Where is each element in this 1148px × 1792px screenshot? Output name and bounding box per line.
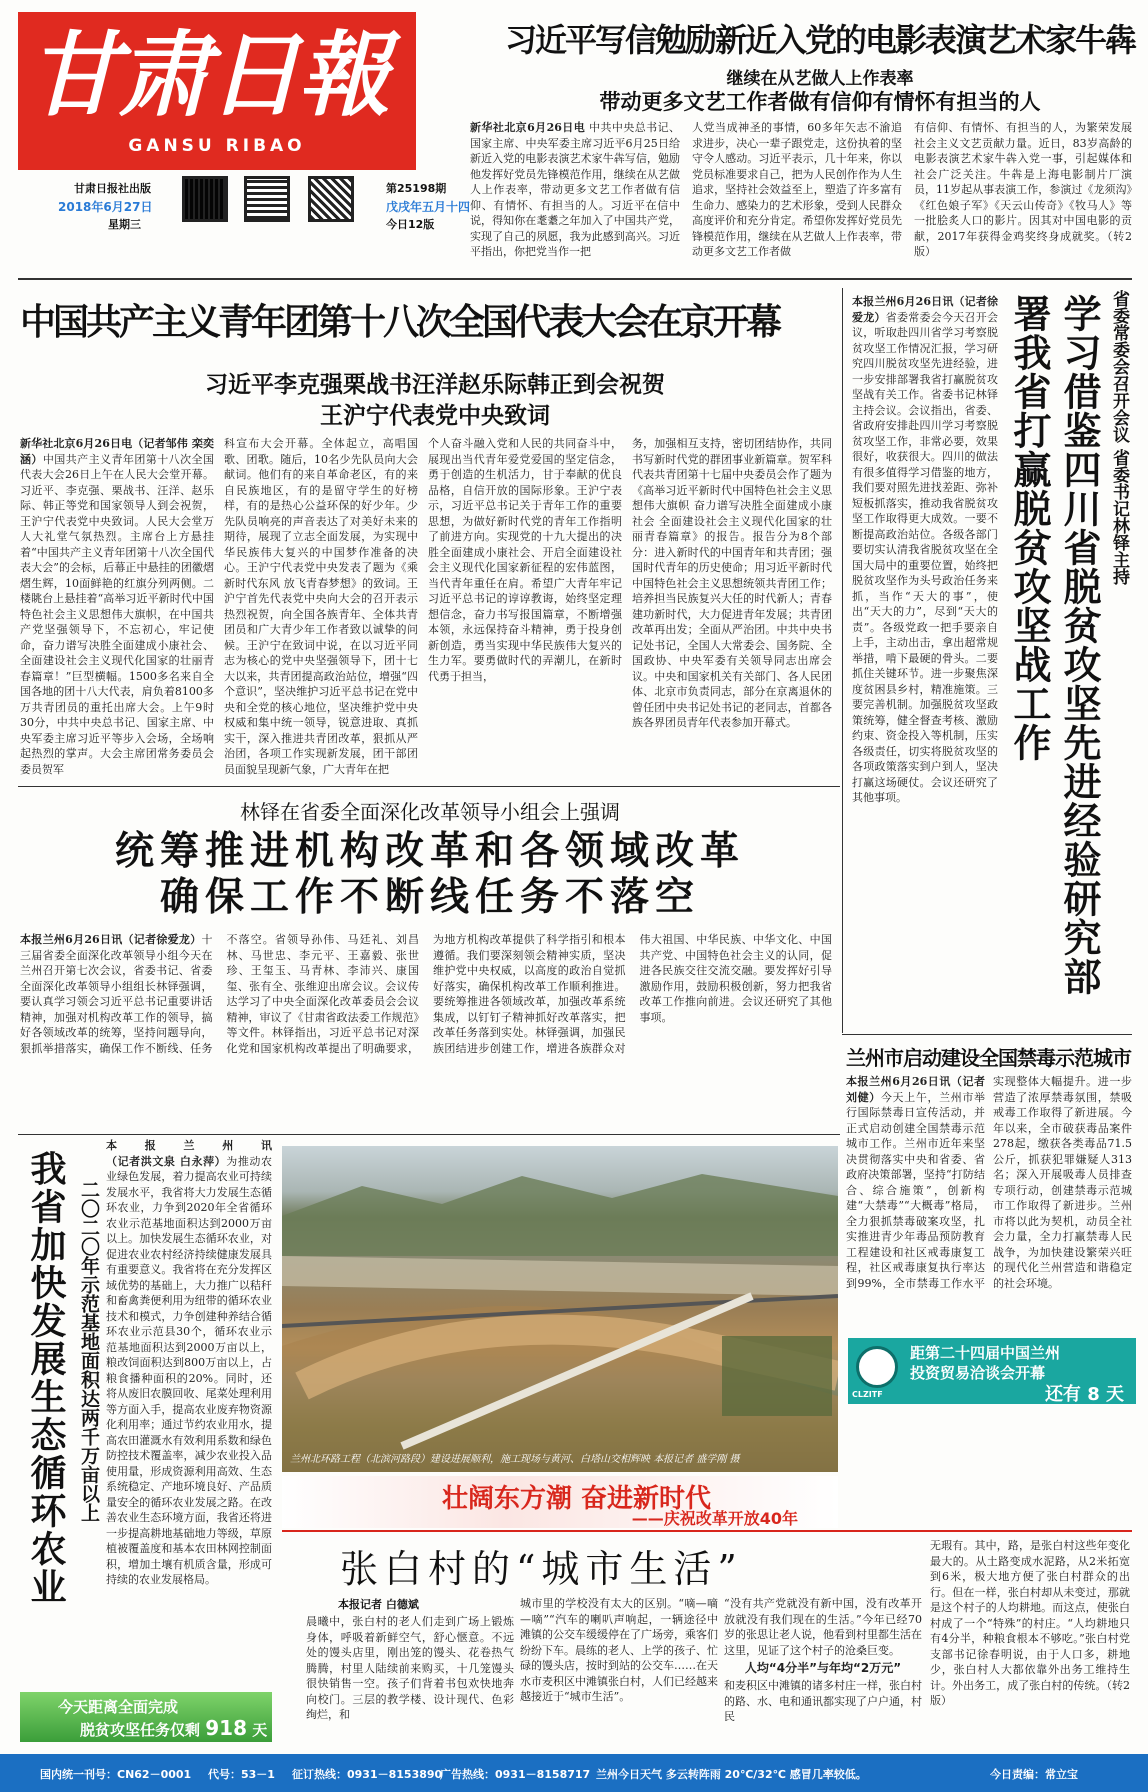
qr-code-3[interactable]	[308, 176, 354, 222]
divider	[18, 786, 840, 787]
lead-headline: 习近平写信勉励新近入党的电影表演艺术家牛犇	[504, 21, 1135, 59]
masthead-logo	[18, 12, 416, 170]
congress-subhead-1: 习近平李克强栗战书汪洋赵乐际韩正到会祝贺	[205, 372, 665, 398]
poverty-dateline: 本报兰州6月26日讯	[852, 295, 954, 308]
publisher: 甘肃日报社出版	[74, 182, 151, 195]
poverty-countdown: 今天距离全面完成 脱贫攻坚任务仅剩 918 天	[20, 1692, 272, 1742]
divider	[18, 278, 1132, 280]
lead-subhead-1: 继续在从艺做人上作表率	[726, 69, 914, 89]
reform-headline-2: 确保工作不断线任务不落空	[159, 875, 700, 920]
divider	[842, 1034, 1132, 1035]
drug-article: 本报兰州6月26日讯（记者刘健）今天上午，兰州市举行国际禁毒日宣传活动，并正式启动创建全国禁毒示范城市工作。兰州市近年来坚决贯彻落实中央和省委、省政府决策部署，坚持“打防结合、综合施策”，创新构建“大禁毒”“大概毒”格局，全力狠抓禁毒破案攻坚，扎实推进青少年毒品预防教育工程建设和社区戒毒康复工程，社区戒毒康复执行率达到99%，全市禁毒工作水平实现整体大幅提升。进一步营造了浓厚禁毒氛围，禁吸戒毒工作取得了新进展。今年以来，全市破获毒品案件278起，缴获各类毒品71.5公斤，抓获犯罪嫌疑人313名；深入开展吸毒人员排查专项行动，创建禁毒示范城市工作取得了新进步。兰州市将以此为契机，动员全社会力量，全力打赢禁毒人民战争，为加快建设繁荣兴旺的现代化兰州营造和谐稳定的社会环境。	[846, 1075, 1132, 1290]
reform-headline-1: 统筹推进机构改革和各领域改革	[114, 829, 745, 874]
photo-illustration	[282, 1146, 838, 1472]
congress-column-1: 新华社北京6月26日电（记者邹伟 栾奕涵）中国共产主义青年团第十八次全国代表大会26日上午在人民大会堂开幕。习近平、李克强、栗战书、汪洋、赵乐际、韩正等党和国家领导人到会祝贺，王沪宁代表党中央致词。人民大会堂万人大礼堂气氛热烈。主席台上方悬挂着“中国共产主义青年团第十八次全国代表大会”的会标，后幕正中悬挂的团徽熠熠生辉，10面鲜艳的红旗分列两侧。二楼眺台上悬挂着“高举习近平新时代中国特色社会主义思想伟大旗帜，在中国共产党坚强领导下，不忘初心，牢记使命，奋力谱写决胜全面建成小康社会、全面建设社会主义现代化国家的壮丽青春篇章！”巨型横幅。1500多名来自全国各地的团十八大代表，肩负着8100多万共青团员的重托出席大会。上午9时30分，中共中央总书记、国家主席、中央军委主席习近平等步入会场，全场响起热烈的掌声。大会主席团常务委员会委员贺军	[20, 437, 214, 776]
reform-kicker: 林铎在省委全面深化改革领导小组会上强调	[240, 800, 620, 824]
logo-pinyin: GANSU RIBAO	[128, 136, 306, 156]
feature-byline: 本报记者 白德斌	[338, 1598, 419, 1611]
feature-banner	[282, 1476, 838, 1528]
news-photo	[282, 1146, 838, 1472]
footer-code: 代号：53－1	[208, 1768, 275, 1781]
lead-column-1: 新华社北京6月26日电 中共中央总书记、国家主席、中央军委主席习近平6月25日给新近入党的电影表演艺术家牛犇写信，勉励他发挥好党员先锋模范作用，继续在从艺做人上作表率，带动更多文艺工作者做有信仰、有情怀、有担当的人。习近平在信中说，得知你在耄耋之年加入了中国共产党，实现了自己的夙愿，我为此感到高兴。习近平指出，你把党当作一把	[470, 121, 680, 258]
congress-column-2: 科宣布大会开幕。全体起立，高唱国歌、团歌。随后，10名少先队员向大会献词。他们有的来自革命老区，有的来自民族地区，有的是留守学生的好榜样，有的是热心公益环保的好少年。少先队员响亮的声音表达了对美好未来的期待，展现了立志全面发展，为实现中华民族伟大复兴的中国梦作准备的决心。王沪宁代表党中央发表了题为《乘新时代东风 放飞青春梦想》的致词。王沪宁首先代表党中央向大会的召开表示热烈祝贺，向全国各族青年、全体共青团员和广大青少年工作者致以诚挚的问候。王沪宁在致词中说，在以习近平同志为核心的党中央坚强领导下，团十七大以来，共青团提高政治站位，增强“四个意识”，坚决维护习近平总书记在党中央和全党的核心地位，坚决维护党中央权威和集中统一领导，锐意进取、真抓实干，深入推进共青团改革，狠抓从严治团，各项工作实现新发展，团干部团员面貌呈现新气象，广大青年在把	[224, 437, 418, 776]
poverty-kicker: 省委常委会召开会议 省委书记林铎主持	[1109, 290, 1129, 585]
qr-code-2[interactable]	[244, 176, 290, 222]
banner-title: 壮阔东方潮 奋进新时代	[442, 1484, 712, 1514]
poverty-headline: 学习借鉴四川省脱贫攻坚先进经验研究部署我省打赢脱贫攻坚战工作	[1007, 294, 1101, 996]
congress-column-4: 务，加强相互支持，密切团结协作，共同书写新时代党的群团事业新篇章。贺军科代表共青团第十七届中央委员会作了题为《高举习近平新时代中国特色社会主义思想伟大旗帜 奋力谱写决胜全面建成小康社会 全面建设社会主义现代化国家的壮丽青春篇章》的报告。报告分为8个部分：进入新时代的中国青年和共青团；强国时代青年的历史使命；用习近平新时代中国特色社会主义思想统领共青团工作；培养担当民族复兴大任的时代新人；青春建功新时代，大力促进青年发展；共青团改革再出发；全面从严治团。中共中央书记处书记，全国人大常委会、国务院、全国政协、中央军委有关领导同志出席会议。中央和国家机关有关部门、各人民团体、北京市负责同志，部分在京离退休的曾任团中央书记处书记的老同志，首都各族各界团员青年代表参加开幕式。	[632, 437, 832, 729]
ecology-headline: 我省加快发展生态循环农业	[25, 1150, 66, 1606]
issue-number: 第25198期	[386, 182, 447, 195]
reform-article: 本报兰州6月26日讯（记者徐爱龙）十三届省委全面深化改革领导小组今天在兰州召开第七次会议，省委书记、省委全面深化改革领导小组组长林铎强调，要认真学习领会习近平总书记重要讲话精神，加强对机构改革工作的领导，搞好各领域改革的统筹，坚持问题导向，狠抓举措落实，确保工作不断线、任务不落空。省领导孙伟、马廷礼、刘昌林、马世忠、李元平、王嘉毅、张世珍、王玺玉、马青林、李沛兴、康国玺、张有全、张维迎出席会议。会议传达学习了中央全面深化改革委员会会议精神，审议了《甘肃省政法委工作规范》等文件。林铎指出，习近平总书记对深化党和国家机构改革提出了明确要求，为地方机构改革提供了科学指引和根本遵循。我们要深刻领会精神实质，坚决维护党中央权威，以高度的政治自觉抓好落实，确保机构改革工作顺利推进。要统筹推进各领域改革，加强改革系统集成，以钉钉子精神抓好改革落实，把改革任务落到实处。林铎强调，加强民族团结进步创建工作，增进各族群众对伟大祖国、中华民族、中华文化、中国共产党、中国特色社会主义的认同，促进各民族交往交流交融。要发挥好引导激励作用，鼓励积极创新，努力把我省改革工作推向前进。会议还研究了其他事项。	[20, 933, 832, 1055]
qr-code-1[interactable]	[182, 176, 228, 222]
congress-column-3: 个人奋斗融入党和人民的共同奋斗中，展现出当代青年爱党爱国的坚定信念，勇于创造的生机活力，甘于奉献的优良品格，自信开放的国际形象。王沪宁表示，习近平总书记关于青年工作的重要思想，为做好新时代党的青年工作指明了前进方向。实现党的十九大提出的决胜全面建成小康社会、开启全面建设社会主义现代化国家新征程的宏伟蓝图，当代青年重任在肩。希望广大青年牢记习近平总书记的谆谆教诲，始终坚定理想信念，奋力书写报国篇章，不断增强本领，永远保持奋斗精神，勇于投身创新创造，勇当实现中华民族伟大复兴的生力军。要勇做时代的弄潮儿，在新时代勇于担当，	[428, 437, 622, 683]
expo-countdown	[848, 1338, 1136, 1404]
feature-subhead: 人均“4分半”与年均“2万元”	[744, 1661, 902, 1675]
expo-logo-icon	[856, 1346, 898, 1388]
lead-column-3: 有信仰、有情怀、有担当的人，为繁荣发展社会主义文艺贡献力量。近日，83岁高龄的电影表演艺术家牛犇入党一事，引起媒体和社会广泛关注。牛犇是上海电影制片厂演员，11岁起从事表演工作，参演过《龙须沟》《红色娘子军》《天云山传奇》《牧马人》等一批脍炙人口的影片。因其对中国电影的贡献，2017年获得金鸡奖终身成就奖。（转2版）	[914, 121, 1132, 258]
footer-bar	[0, 1754, 1148, 1792]
footer-subscribe: 征订热线：0931－8153890	[292, 1768, 443, 1781]
drug-headline: 兰州市启动建设全国禁毒示范城市	[846, 1046, 1131, 1070]
banner-subtitle: ——庆祝改革开放40年	[631, 1509, 798, 1528]
feature-column-2: 城市里的学校没有太大的区别。“嘀—嘀—嘀”“汽车的喇叭声响起，一辆途径中滩镇的公交车缓缓停在了广场旁，乘客们纷纷下车。晨练的老人、上学的孩子、忙碌的馒头店，按时到站的公交车……在天水市麦积区中滩镇张白村，人们已经越来越接近于“城市生活”。	[520, 1597, 718, 1703]
feature-column-3: “没有共产党就没有新中国，没有改革开放就没有我们现在的生活。”今年已经70岁的张思让老人说，他看到村里都生活在这里，见证了这个村子的沧桑巨变。 人均“4分半”与年均“2万元” 和麦积区中滩镇的诸多村庄一样，张白村的路、水、电和通讯都实现了户户通，村民	[724, 1597, 922, 1723]
footer-weather: 兰州今日天气 多云转阵雨 20℃/32℃ 感冒几率较低。	[596, 1768, 867, 1781]
divider	[18, 1134, 840, 1135]
reform-dateline: 本报兰州6月26日讯	[20, 933, 123, 946]
congress-subhead-2: 王沪宁代表党中央致词	[320, 403, 550, 429]
weekday: 星期三	[108, 218, 141, 231]
ecology-article: 本报兰州讯（记者洪文泉 白永萍）为推动农业绿色发展，着力提高农业可持续发展水平，我省将大力发展生态循环农业，力争到2020年全省循环农业示范基地面积达到2000万亩以上。加快发展生态循环农业，对促进农业农村经济持续健康发展具有重要意义。我省将在充分发挥区域优势的基础上，大力推广以秸秆和畜禽粪便利用为纽带的循环农业技术和模式，力争创建种养结合循环农业示范县30个，循环农业示范基地面积达到2000万亩以上，粮改饲面积达到800万亩以上，占粮食播种面积的20%。同时，还将从废旧农膜回收、尾菜处理利用等方面入手，提高农业废弃物资源化利用率；通过节约农业用水，提高农田灌溉水有效利用系数和绿色防控技术覆盖率，减少农业投入品使用量，形成资源利用高效、生态系统稳定、产地环境良好、产品质量安全的循环农业发展之路。在改善农业生态环境方面，我省还将进一步提高耕地基础地力等级，草原植被覆盖度和基本农田林网控制面积，增加土壤有机质含量，形成可持续的农业发展格局。	[106, 1139, 272, 1586]
photo-credit: 本报记者 盛学刚 摄	[653, 1454, 740, 1465]
expo-line-3: 还有 8 天	[1044, 1384, 1124, 1405]
congress-dateline: 新华社北京6月26日电	[20, 437, 133, 450]
feature-headline: 张白村的“城市生活”	[340, 1547, 743, 1591]
lunar-date: 戊戌年五月十四	[386, 200, 471, 214]
countdown-line-2: 脱贫攻坚任务仅剩	[80, 1721, 201, 1739]
drug-dateline: 本报兰州6月26日讯	[846, 1075, 951, 1088]
photo-caption: 兰州北环路工程（北滨河路段）建设进展顺利，施工现场与黄河、白塔山交相辉映 本报记者 盛学刚 摄	[290, 1454, 740, 1465]
feature-column-1: 晨曦中，张白村的老人们走到广场上锻炼身体，呼吸着新鲜空气，舒心惬意。不远处的馒头店里，刚出笼的馒头、花卷热气腾腾，村里人陆续前来购买，十几笼馒头很快销售一空。孩子们背着书包欢快地奔向校门。三层的教学楼、设计现代、色彩绚烂，和	[306, 1615, 514, 1721]
poverty-article: 本报兰州6月26日讯（记者徐爱龙）省委常委会今天召开会议，听取赴四川省学习考察脱贫攻坚工作情况汇报，学习研究四川脱贫攻坚先进经验，进一步安排部署我省打赢脱贫攻坚战有关工作。省委书记林铎主持会议。会议指出，省委、省政府安排赴四川学习考察脱贫攻坚工作，非常必要，效果很好，收获很大。四川的做法有很多值得学习借鉴的地方，我们要对照先进找差距、弥补短板抓落实，推动我省脱贫攻坚工作取得更大成效。一要不断提高政治站位。各级各部门要切实认清我省脱贫攻坚在全国大局中的重要位置，始终把脱贫攻坚作为头号政治任务来抓，当作“天大的事”，使出“天大的力”，尽到“天大的责”。各级党政一把手要亲自上手，主动出击，拿出超常规举措，啃下最硬的骨头。二要抓住关键环节。进一步聚焦深度贫困县乡村，精准施策。三要完善机制。加强脱贫攻坚政策统筹，健全督查考核、激励约束、资金投入等机制，压实各级责任，切实将脱贫攻坚的各项政策落实到户到人，坚决打赢这场硬仗。会议还研究了其他事项。	[852, 295, 998, 804]
countdown-days: 918	[205, 1716, 247, 1740]
issue-date: 2018年6月27日	[58, 200, 153, 214]
feature-column-4: 无瑕有。其中，路，是张白村这些年变化最大的。从土路变成水泥路，从2米拓宽到6米，极大地方便了张白村群众的出行。但在一样，张白村却从未变过，那就是这个村子的人均耕地。而这点，使张白村成了一个“特殊”的村庄。“人均耕地只有4分半，种粮食根本不够吃。”张白村党支部书记徐春明说，由于人口多，耕地少，张白村人大都依靠外出务工维持生计。外出务工，成了张白村的传统。（转2版）	[930, 1539, 1130, 1707]
divider	[842, 288, 843, 1033]
lead-subhead-2: 带动更多文艺工作者做有信仰有情怀有担当的人	[599, 90, 1041, 114]
footer-cn: 国内统一刊号：CN62－0001	[40, 1768, 192, 1781]
footer-ad: 广告热线：0931－8158717	[440, 1768, 591, 1781]
countdown-line-1: 今天距离全面完成	[58, 1698, 179, 1716]
footer-editor: 今日责编：常立宝	[990, 1768, 1078, 1781]
lead-dateline: 新华社北京6月26日电	[470, 121, 586, 134]
congress-headline: 中国共产主义青年团第十八次全国代表大会在京开幕	[20, 302, 780, 343]
expo-logo-text: CLZITF	[852, 1390, 883, 1399]
expo-line-2: 投资贸易洽谈会开幕	[910, 1364, 1046, 1382]
masthead-info	[18, 176, 486, 236]
ecology-dateline: 本报兰州讯	[106, 1139, 272, 1152]
lead-column-2: 人党当成神圣的事情，60多年矢志不渝追求进步，决心一辈子跟党走，这份执着的坚守令人感动。习近平表示，几十年来，你以党员标准要求自己，把为人民创作作为人生追求，坚持社会效益至上，塑造了许多富有生命力、感染力的艺术形象，受到人民群众高度评价和充分肯定。希望你发挥好党员先锋模范作用，继续在从艺做人上作表率，带动更多文艺工作者做	[692, 121, 902, 258]
expo-line-1: 距第二十四届中国兰州	[910, 1344, 1061, 1362]
ecology-subtitle: 二〇二〇年示范基地面积达两千万亩以上	[78, 1180, 100, 1522]
logo-text: 甘肃日報	[28, 21, 389, 129]
page-count: 今日12版	[386, 218, 435, 231]
